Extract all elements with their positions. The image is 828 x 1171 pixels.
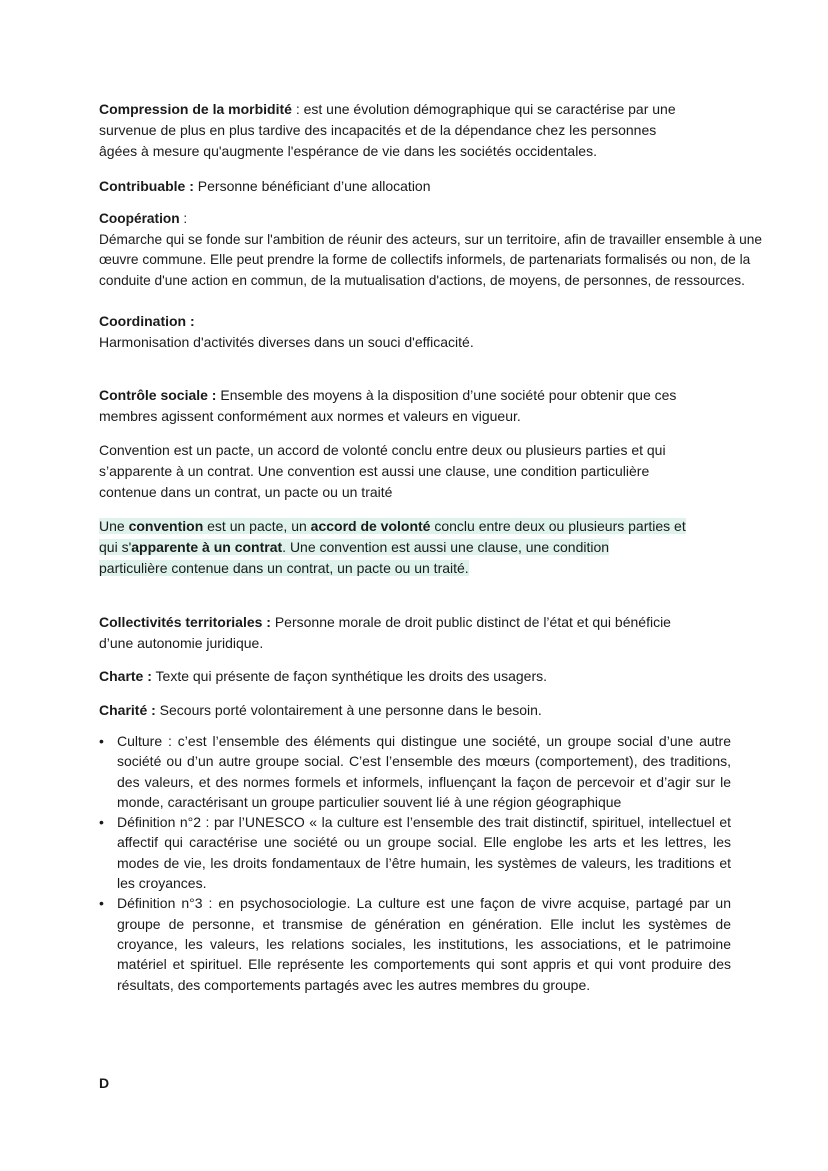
term: Contribuable : <box>99 178 198 194</box>
list-item: • Culture : c’est l’ensemble des éléments qui distingue une société, un groupe social d’une autre société ou d’un autre groupe social. C’est l’ensemble des mœurs (comportement), des traditions, des valeurs, et des normes formels et informels, influençant la façon de percevoir et d’agir sur le monde, caractérisant un groupe particulier souvent lié à une région géographique <box>99 731 731 812</box>
entry-controle-sociale <box>99 385 676 427</box>
term: Coordination : <box>99 313 195 329</box>
definition-line: conduite d'une action en commun, de la mutualisation d'actions, de moyens, de personnes, de ressources. <box>99 272 745 288</box>
entry-convention-highlighted <box>99 516 686 578</box>
entry-compression-morbidite <box>99 99 676 161</box>
term: Compression de la morbidité <box>99 101 292 117</box>
definition: Secours porté volontairement à une personne dans le besoin. <box>155 702 542 718</box>
entry-cooperation: Coopération : Démarche qui se fonde sur l'ambition de réunir des acteurs, sur un territoire, afin de travailler ensemble à une œuvre commune. Elle peut prendre la forme de collectifs informels, de partenariats formalisés ou non, de la conduite d'une action en commun, de la mutualisation d'actions, de moyens, de personnes, de ressources. <box>99 209 762 291</box>
term: Coopération <box>99 211 180 226</box>
entry-contribuable <box>99 176 431 197</box>
culture-definitions-list <box>99 731 731 995</box>
entry-collectivites-territoriales <box>99 612 671 654</box>
definition-line: œuvre commune. Elle peut prendre la forme de collectifs informels, de partenariats formalisés ou non, de la <box>99 252 751 268</box>
definition: : est une évolution démographique qui se caractérise par une <box>291 101 676 117</box>
entry-charte <box>99 666 547 687</box>
definition: Harmonisation d'activités diverses dans un souci d'efficacité. <box>99 333 474 350</box>
entry-convention: Convention est un pacte, un accord de volonté conclu entre deux ou plusieurs parties et qui s’apparente à un contrat. Une convention est aussi une clause, une condition particulière contenue dans un contrat, un pacte ou un traité <box>99 442 666 500</box>
definition: Ensemble des moyens à la disposition d’une société pour obtenir que ces <box>216 387 677 403</box>
definition: Texte qui présente de façon synthétique les droits des usagers. <box>151 668 548 684</box>
list-item: • Définition n°3 : en psychosociologie. La culture est une façon de vivre acquise, partagé par un groupe de personne, et transmise de génération en génération. Elle inclut les systèmes de croyance, les valeurs, les relations sociales, les institutions, les associations, et le patrimoine matériel et spirituel. Elle représente les comportements qui sont appris et qui vont produire des résultats, des comportements partagés avec les autres membres du groupe. <box>99 893 731 994</box>
term: Charte : <box>99 668 152 684</box>
definition-line: survenue de plus en plus tardive des incapacités et de la dépendance chez les personnes <box>99 121 657 138</box>
term: Charité : <box>99 702 156 718</box>
section-letter: D <box>99 1075 110 1091</box>
definition-line: âgées à mesure qu'augmente l'espérance de vie dans les sociétés occidentales. <box>99 142 597 159</box>
definition: Personne morale de droit public distinct de l’état et qui bénéficie <box>270 614 671 630</box>
highlighted-text: Une convention est un pacte, un accord de volonté conclu entre deux ou plusieurs parties et <box>99 518 686 534</box>
term: Collectivités territoriales : <box>99 614 271 630</box>
term: Contrôle sociale : <box>99 387 217 403</box>
entry-coordination <box>99 311 474 353</box>
list-item: • Définition n°2 : par l’UNESCO « la culture est l’ensemble des trait distinctif, spirituel, intellectuel et affectif qui caractérise une société ou un groupe social. Elle englobe les arts et les lettres, les modes de vie, les droits fondamentaux de l’être humain, les systèmes de valeurs, les traditions et les croyances. <box>99 812 731 893</box>
highlighted-text: particulière contenue dans un contrat, un pacte ou un traité. <box>99 559 469 576</box>
definition-line: d’une autonomie juridique. <box>99 634 264 651</box>
entry-charite <box>99 700 542 721</box>
highlighted-text: qui s'apparente à un contrat. Une convention est aussi une clause, une condition <box>99 538 610 555</box>
definition-line: membres agissent conformément aux normes et valeurs en vigueur. <box>99 407 521 424</box>
definition: Personne bénéficiant d’une allocation <box>197 178 431 194</box>
definition-line: Démarche qui se fonde sur l'ambition de réunir des acteurs, sur un territoire, afin de travailler ensemble à une <box>99 231 762 247</box>
